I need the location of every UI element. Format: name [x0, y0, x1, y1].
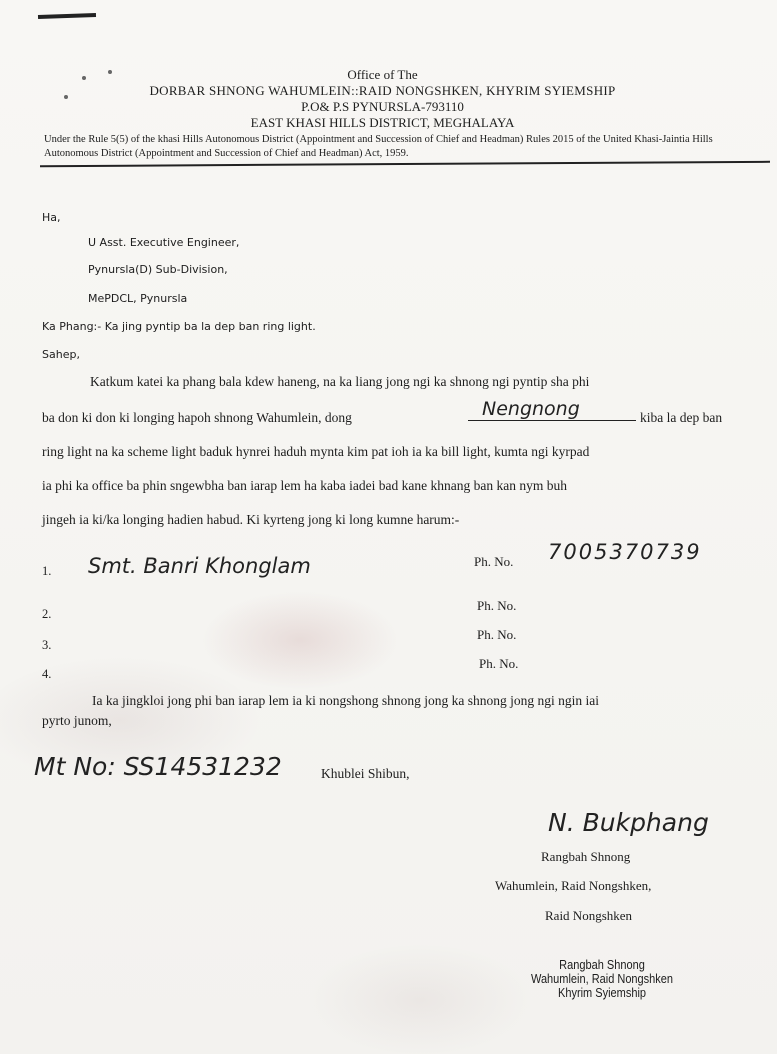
list-name-1: Smt. Banri Khonglam	[88, 554, 311, 578]
phone-value-1: 7005370739	[548, 540, 702, 564]
body-line-2a: ba don ki don ki longing hapoh shnong Wahumlein, dong	[42, 410, 352, 425]
closing-line-1: Ia ka jingkloi jong phi ban iarap lem ia ki nongshong shnong jong ka shnong jong ngi ngin iai	[92, 693, 599, 708]
rule-reference-text: Under the Rule 5(5) of the khasi Hills Autonomous District (Appointment and Succession of Chief and Headman) Rules 2015 of the United Khasi-Jaintia Hills Autonomous District (Appointment and Succession of Chief and Headman) Act, 1959.	[44, 134, 713, 159]
corner-pen-mark	[38, 13, 96, 19]
khublei-closing: Khublei Shibun,	[321, 766, 410, 781]
district-heading: EAST KHASI HILLS DISTRICT, MEGHALAYA	[250, 115, 515, 130]
body-line-2b: kiba la dep ban	[640, 410, 723, 425]
list-number-3: 3.	[42, 638, 52, 652]
signatory-place-2: Raid Nongshken	[545, 908, 633, 923]
signatory-place-1: Wahumlein, Raid Nongshken,	[495, 878, 652, 893]
body-line-3: ring light na ka scheme light baduk hynrei haduh mynta kim pat ioh ia ka bill light, kumta ngi kyrpad	[42, 444, 590, 459]
salutation-to: Ha,	[42, 211, 61, 224]
phone-label-4: Ph. No.	[479, 656, 519, 671]
stamp-line-2: Wahumlein, Raid Nongshken	[530, 972, 674, 986]
handwritten-locality: Nengnong	[468, 398, 636, 421]
greeting: Sahep,	[42, 348, 80, 361]
stamp-line-1: Rangbah Shnong	[559, 958, 645, 972]
list-number-1: 1.	[42, 564, 52, 578]
subject-line: Ka Phang:- Ka jing pyntip ba la dep ban ring light.	[42, 320, 316, 333]
postal-address-heading: P.O& P.S PYNURSLA-793110	[301, 99, 464, 114]
signatory-title: Rangbah Shnong	[541, 849, 631, 864]
body-line-1: Katkum katei ka phang bala kdew haneng, na ka liang jong ngi ka shnong ngi pyntip sha phi	[90, 374, 590, 389]
body-line-4: ia phi ka office ba phin sngewbha ban iarap lem ha kaba iadei bad kane khnang ban kan nym buh	[42, 478, 567, 493]
stamp-line-3: Khyrim Syiemship	[557, 986, 647, 1000]
official-stamp	[514, 958, 690, 1000]
addressee-line-3: MePDCL, Pynursla	[88, 292, 188, 305]
phone-label-2: Ph. No.	[477, 598, 517, 613]
closing-line-2: pyrto junom,	[42, 713, 112, 728]
dorbar-name-heading: DORBAR SHNONG WAHUMLEIN::RAID NONGSHKEN, KHYRIM SYIEMSHIP	[149, 83, 616, 98]
phone-label-1: Ph. No.	[474, 554, 514, 569]
handwritten-signature: N. Bukphang	[548, 808, 709, 837]
header-divider	[40, 161, 770, 167]
addressee-line-1: U Asst. Executive Engineer,	[88, 236, 240, 249]
body-line-5: jingeh ia ki/ka longing hadien habud. Ki kyrteng jong ki long kumne harum:-	[42, 512, 460, 527]
phone-label-3: Ph. No.	[477, 627, 517, 642]
list-number-4: 4.	[42, 667, 52, 681]
office-of-heading: Office of The	[347, 67, 418, 82]
list-number-2: 2.	[42, 607, 52, 621]
handwritten-meter-number: Mt No: SS14531232	[34, 752, 282, 781]
addressee-line-2: Pynursla(D) Sub-Division,	[88, 263, 228, 276]
